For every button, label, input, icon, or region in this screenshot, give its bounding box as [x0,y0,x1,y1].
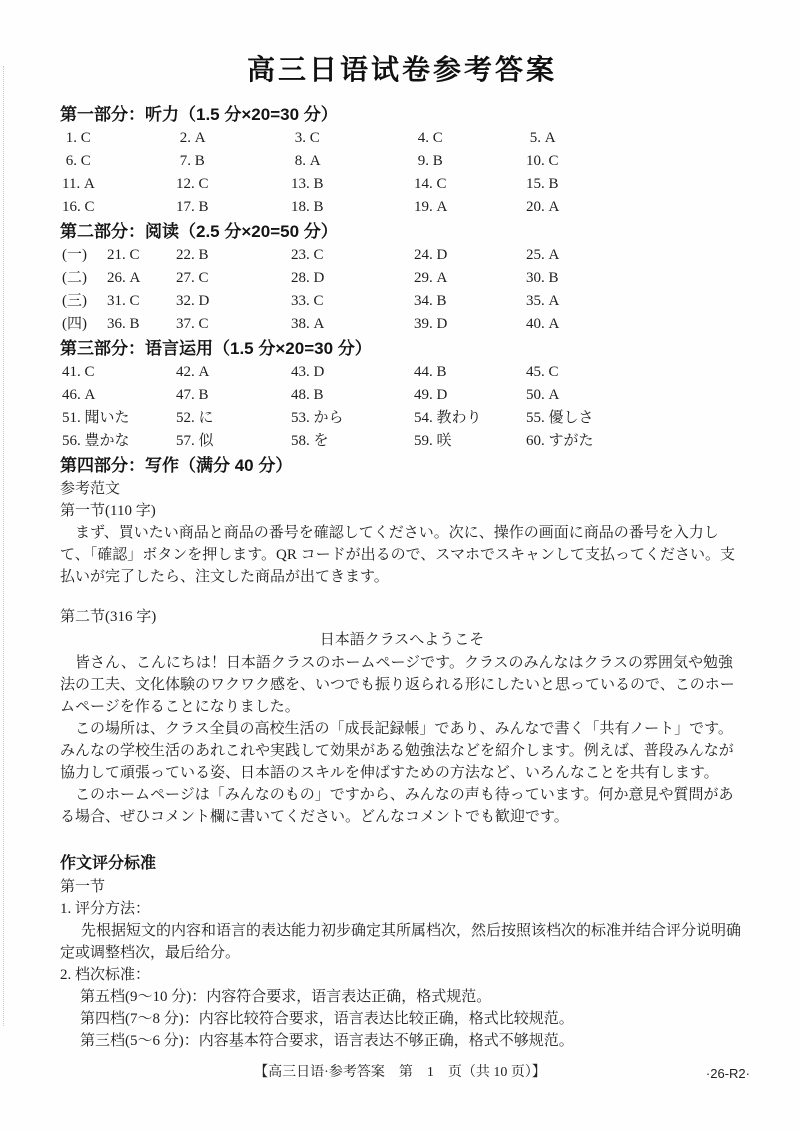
answer-cell: 12. C [176,176,209,192]
writing-section1-text: まず、買いたい商品と商品の番号を確認してください。次に、操作の画面に商品の番号を入力して、「確認」ボタンを押します。QR コードが出るので、スマホでスキャンして支払ってください。支払いが完了したら、注文した商品が出てきます。 [60,525,735,585]
answer-cell: 33. C [291,293,324,309]
answer-cell: 29. A [414,270,448,286]
answer-cell: 43. D [291,364,325,380]
footer-code: ·26-R2· [705,1066,750,1081]
writing-section1-label: 第一节(110 字) [60,503,156,519]
answer-cell: 25. A [526,247,560,263]
answer-cell: 58. を [291,433,329,449]
rubric-method-text: 先根据短文的内容和语言的表达能力初步确定其所属档次，然后按照该档次的标准并结合评分说明确定或调整档次，最后给分。 [60,923,742,961]
answer-value: 36. B [107,316,140,332]
answer-cell: 10. C [526,153,559,169]
rubric-level: 第五档(9～10 分)：内容符合要求，语言表达正确，格式规范。 [80,989,492,1005]
answer-row [60,196,744,219]
answer-cell: 28. D [291,270,325,286]
answer-cell: 6. C [62,153,91,169]
answer-cell: 51. 聞いた [62,410,130,426]
answer-cell: 56. 豊かな [62,433,130,449]
answer-cell: 7. B [176,153,205,169]
answer-row [60,267,744,290]
spacer [60,828,744,852]
answer-cell: 16. C [62,199,95,215]
section-heading-writing: 第四部分：写作（满分 40 分） [60,456,293,475]
essay-paragraph: 皆さん、こんにちは！日本語クラスのホームページです。クラスのみんなはクラスの雰囲気や勉強法の工夫、文化体験のワクワク感を、いつでも振り返られる形にしたいと思っているので、このホームページを作ることになりました。 [60,655,735,715]
answer-cell: 19. A [414,199,448,215]
answer-cell: 53. から [291,410,344,426]
answer-cell: 47. B [176,387,209,403]
scan-edge-artifact [3,66,4,1026]
answer-cell: 42. A [176,364,210,380]
answer-cell: 35. A [526,293,560,309]
answer-row [60,430,744,453]
answer-row [60,361,744,384]
rubric-level: 第三档(5～6 分)：内容基本符合要求，语言表达不够正确，格式不够规范。 [80,1033,574,1049]
answer-cell [62,313,176,336]
answer-row [60,244,744,267]
answer-cell: 50. A [526,387,560,403]
answer-row [60,290,744,313]
answer-cell: 45. C [526,364,559,380]
answer-value: 26. A [107,270,141,286]
answer-cell: 60. すがた [526,433,594,449]
answer-cell: 27. C [176,270,209,286]
essay-paragraph: このホームページは「みんなのもの」ですから、みんなの声も待っています。何か意見や質問がある場合、ぜひコメント欄に書いてください。どんなコメントでも歓迎です。 [60,787,734,825]
answer-row [60,384,744,407]
section-heading-reading: 第二部分：阅读（2.5 分×20=50 分） [60,222,338,241]
answer-cell: 37. C [176,316,209,332]
answer-cell: 15. B [526,176,559,192]
answer-cell: 18. B [291,199,324,215]
answer-cell: 48. B [291,387,324,403]
answer-row [60,150,744,173]
footer-page-indicator: 【高三日语·参考答案 第 1 页（共 10 页）】 [254,1065,546,1080]
answer-cell: 34. B [414,293,447,309]
answer-cell: 14. C [414,176,447,192]
answer-cell: 32. D [176,293,210,309]
answer-cell: 40. A [526,316,560,332]
answer-cell: 39. D [414,316,448,332]
essay-title: 日本語クラスへようこそ [319,632,485,648]
answer-cell: 1. C [62,130,91,146]
answer-row [60,313,744,336]
answer-cell: 54. 教わり [414,410,482,426]
answer-row [60,407,744,430]
answer-cell: 24. D [414,247,448,263]
answer-cell: 9. B [414,153,443,169]
answer-cell: 2. A [176,130,206,146]
answer-cell: 3. C [291,130,320,146]
answer-cell: 44. B [414,364,447,380]
answer-cell [62,267,176,290]
rubric-method-label: 1. 评分方法： [60,901,151,917]
answer-cell: 22. B [176,247,209,263]
rubric-levels-label: 2. 档次标准： [60,967,151,983]
group-label: (一) [62,247,87,263]
answer-cell: 23. C [291,247,324,263]
answer-cell: 11. A [62,176,95,192]
answer-cell: 30. B [526,270,559,286]
group-label: (二) [62,270,87,286]
answer-cell: 38. A [291,316,325,332]
section-heading-language-use: 第三部分：语言运用（1.5 分×20=30 分） [60,339,372,358]
rubric-section-label: 第一节 [60,879,106,895]
answer-cell: 46. A [62,387,96,403]
answer-row [60,173,744,196]
answer-cell: 20. A [526,199,560,215]
answer-value: 21. C [107,247,140,263]
writing-section2-label: 第二节(316 字) [60,609,157,625]
page-title: 高三日语试卷参考答案 [246,54,557,85]
page-footer [0,1063,800,1083]
answer-cell [62,290,176,313]
answer-cell: 59. 咲 [414,433,452,449]
answer-cell: 4. C [414,130,443,146]
spacer [60,588,744,606]
answer-cell: 41. C [62,364,95,380]
essay-paragraph: この場所は、クラス全員の高校生活の「成長記録帳」であり、みんなで書く「共有ノート」です。みんなの学校生活のあれこれや実践して効果がある勉強法などを紹介します。例えば、普段みんなが協力して頑張っている姿、日本語のスキルを伸ばすための方法など、いろんなことを共有します。 [60,721,734,781]
group-label: (四) [62,316,87,332]
reference-essay-label: 参考范文 [60,481,121,497]
answer-cell: 52. に [176,410,214,426]
answer-cell: 17. B [176,199,209,215]
answer-cell: 5. A [526,130,556,146]
answer-cell: 8. A [291,153,321,169]
answer-cell: 13. B [291,176,324,192]
group-label: (三) [62,293,87,309]
answer-cell: 49. D [414,387,448,403]
rubric-heading: 作文评分标准 [60,855,157,872]
answer-cell [62,244,176,267]
answer-cell: 57. 似 [176,433,214,449]
rubric-level: 第四档(7～8 分)：内容比较符合要求，语言表达比较正确，格式比较规范。 [80,1011,574,1027]
answer-row [60,127,744,150]
answer-cell: 55. 優しさ [526,410,594,426]
section-heading-listening: 第一部分：听力（1.5 分×20=30 分） [60,105,338,124]
answer-value: 31. C [107,293,140,309]
